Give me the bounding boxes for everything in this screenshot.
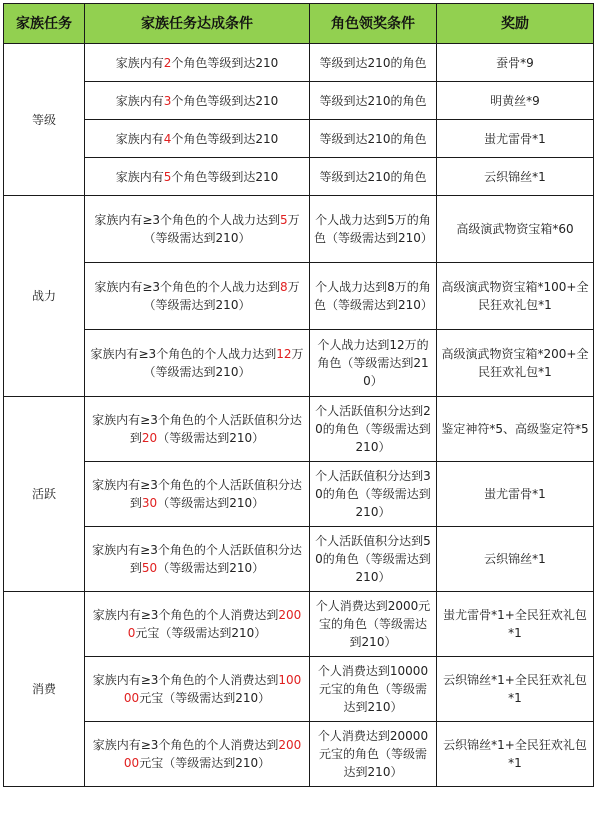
- highlight-value: 3: [163, 93, 172, 108]
- claim-condition: 个人消费达到2000元宝的角色（等级需达到210）: [310, 592, 437, 657]
- reward: 蚩尤雷骨*1+全民狂欢礼包*1: [437, 592, 594, 657]
- family-task-table: [3, 3, 594, 787]
- highlight-value: 20: [141, 431, 158, 445]
- highlight-value: 50: [141, 561, 158, 575]
- task-condition: 家族内有≥3个角色的个人战力达到5万（等级需达到210）: [85, 196, 310, 263]
- table-row: [4, 82, 594, 120]
- task-condition: 家族内有≥3个角色的个人活跃值积分达到20（等级需达到210）: [85, 397, 310, 462]
- reward: 云织锦丝*1+全民狂欢礼包*1: [437, 657, 594, 722]
- table-row: [4, 722, 594, 787]
- claim-condition: 个人活跃值积分达到30的角色（等级需达到210）: [310, 462, 437, 527]
- highlight-value: 5: [280, 213, 288, 227]
- claim-condition: 等级到达210的角色: [310, 158, 437, 196]
- reward: 云织锦丝*1: [437, 158, 594, 196]
- task-condition: 家族内有≥3个角色的个人活跃值积分达到50（等级需达到210）: [85, 527, 310, 592]
- highlight-value: 2: [163, 55, 172, 70]
- claim-condition: 等级到达210的角色: [310, 120, 437, 158]
- task-condition: 家族内有≥3个角色的个人消费达到20000元宝（等级需达到210）: [85, 722, 310, 787]
- claim-condition: 个人战力达到5万的角色（等级需达到210）: [310, 196, 437, 263]
- claim-condition: 个人消费达到10000元宝的角色（等级需达到210）: [310, 657, 437, 722]
- table-header: [4, 4, 594, 44]
- claim-condition: 等级到达210的角色: [310, 44, 437, 82]
- task-condition: 家族内有4个角色等级到达210: [85, 120, 310, 158]
- header-reward: 奖励: [437, 4, 594, 44]
- reward: 蚩尤雷骨*1: [437, 120, 594, 158]
- table-row: [4, 120, 594, 158]
- highlight-value: 30: [141, 496, 158, 510]
- task-condition: 家族内有2个角色等级到达210: [85, 44, 310, 82]
- table-row: [4, 397, 594, 462]
- table-row: [4, 592, 594, 657]
- claim-condition: 个人活跃值积分达到20的角色（等级需达到210）: [310, 397, 437, 462]
- task-condition: 家族内有≥3个角色的个人消费达到10000元宝（等级需达到210）: [85, 657, 310, 722]
- reward: 高级演武物资宝箱*200+全民狂欢礼包*1: [437, 330, 594, 397]
- category-power: 战力: [4, 196, 85, 397]
- table-row: [4, 462, 594, 527]
- reward: 高级演武物资宝箱*100+全民狂欢礼包*1: [437, 263, 594, 330]
- header-task-condition: 家族任务达成条件: [85, 4, 310, 44]
- task-condition: 家族内有3个角色等级到达210: [85, 82, 310, 120]
- highlight-value: 12: [276, 347, 292, 361]
- reward: 高级演武物资宝箱*60: [437, 196, 594, 263]
- highlight-value: 20000: [123, 738, 302, 770]
- table-row: [4, 263, 594, 330]
- task-condition: 家族内有≥3个角色的个人战力达到12万（等级需达到210）: [85, 330, 310, 397]
- highlight-value: 10000: [123, 673, 302, 705]
- highlight-value: 4: [163, 131, 172, 146]
- reward: 蚕骨*9: [437, 44, 594, 82]
- reward: 明黄丝*9: [437, 82, 594, 120]
- table-row: [4, 330, 594, 397]
- task-condition: 家族内有≥3个角色的个人活跃值积分达到30（等级需达到210）: [85, 462, 310, 527]
- highlight-value: 8: [280, 280, 288, 294]
- category-spending: 消费: [4, 592, 85, 787]
- task-condition: 家族内有≥3个角色的个人战力达到8万（等级需达到210）: [85, 263, 310, 330]
- reward: 蚩尤雷骨*1: [437, 462, 594, 527]
- table-row: [4, 657, 594, 722]
- task-condition: 家族内有≥3个角色的个人消费达到2000元宝（等级需达到210）: [85, 592, 310, 657]
- table-row: [4, 44, 594, 82]
- table-row: [4, 158, 594, 196]
- header-claim-condition: 角色领奖条件: [310, 4, 437, 44]
- highlight-value: 2000: [127, 608, 302, 640]
- claim-condition: 个人战力达到12万的角色（等级需达到210）: [310, 330, 437, 397]
- highlight-value: 5: [163, 169, 172, 184]
- table-row: [4, 196, 594, 263]
- category-activity: 活跃: [4, 397, 85, 592]
- claim-condition: 个人活跃值积分达到50的角色（等级需达到210）: [310, 527, 437, 592]
- reward: 云织锦丝*1: [437, 527, 594, 592]
- header-family-task: 家族任务: [4, 4, 85, 44]
- reward: 云织锦丝*1+全民狂欢礼包*1: [437, 722, 594, 787]
- task-condition: 家族内有5个角色等级到达210: [85, 158, 310, 196]
- claim-condition: 个人战力达到8万的角色（等级需达到210）: [310, 263, 437, 330]
- reward: 鉴定神符*5、高级鉴定符*5: [437, 397, 594, 462]
- table-row: [4, 527, 594, 592]
- claim-condition: 等级到达210的角色: [310, 82, 437, 120]
- claim-condition: 个人消费达到20000元宝的角色（等级需达到210）: [310, 722, 437, 787]
- category-level: 等级: [4, 44, 85, 196]
